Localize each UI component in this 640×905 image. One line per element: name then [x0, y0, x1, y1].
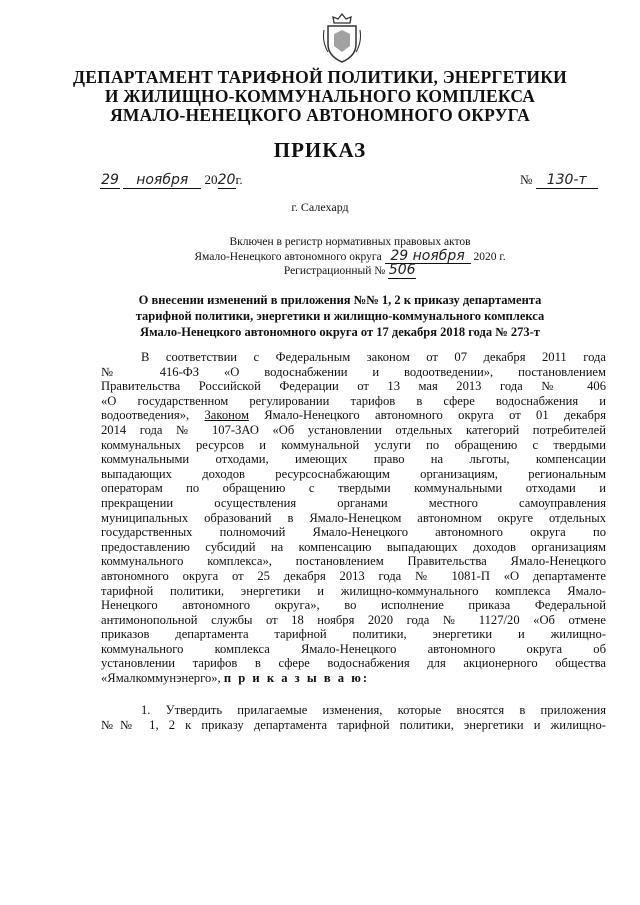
body-text: «Ямалкоммунэнерго», [101, 671, 221, 686]
order-date [100, 172, 243, 189]
body-line [101, 671, 606, 686]
body-text: водоотведения», [101, 408, 190, 423]
coat-of-arms-icon [320, 12, 364, 64]
date-month: ноября [123, 172, 201, 189]
date-day: 29 [101, 172, 119, 188]
body-line: тарифной политики, энергетики и жилищно-коммунального комплекса Ямало- [101, 583, 606, 598]
date-year-hand: 20 [217, 172, 236, 188]
body-line: В соответствии с Федеральным законом от 07 декабря 2011 года [141, 350, 606, 364]
order-verb: п р и к а з ы в а ю: [223, 671, 370, 686]
body-line: коммунальных ресурсов и коммунальной услуги по обращению с твердыми [101, 437, 606, 452]
clause-line: 1. Утвердить прилагаемые изменения, которые вносятся в приложения [141, 703, 606, 717]
body-line: антимонопольной службы от 18 ноября 2020 года № 1127/20 «Об отмене [101, 612, 606, 627]
date-suffix: г. [235, 172, 243, 187]
registration-date: 29 ноября [385, 250, 471, 265]
department-line: ЯМАЛО-НЕНЕЦКОГО АВТОНОМНОГО ОКРУГА [110, 105, 530, 125]
body-line [101, 408, 606, 423]
registration-line3 [140, 264, 560, 279]
clause-line: №№ 1, 2 к приказу департамента тарифной политики, энергетики и жилищно- [101, 717, 606, 732]
registration-year: 2020 г. [473, 250, 506, 263]
registration-line2 [140, 247, 560, 265]
body-line: установлении тарифов в сфере водоснабжения для акционерного общества [101, 656, 606, 671]
department-line: ДЕПАРТАМЕНТ ТАРИФНОЙ ПОЛИТИКИ, ЭНЕРГЕТИКИ [73, 67, 567, 87]
body-line: операторам по обращению с твердыми коммунальными отходами и [101, 481, 606, 496]
registration-line1: Включен в регистр нормативных правовых актов [229, 236, 471, 248]
body-line: государственных полномочий Ямало-Ненецкого автономного округа по [101, 525, 606, 540]
body-line: прекращении осуществления органами местного самоуправления [101, 495, 606, 510]
body-line: Правительства Российской Федерации от 13 мая 2013 года № 406 [101, 379, 606, 394]
number-value: 130-т [536, 172, 598, 189]
body-line: коммунального комплекса Ямало-Ненецкого автономного округа об [101, 641, 606, 656]
department-line: И ЖИЛИЩНО-КОММУНАЛЬНОГО КОМПЛЕКСА [104, 86, 536, 106]
body-line: коммунальными отходами, имеющих право на льготы, компенсации [101, 452, 606, 467]
body-line: коммунального комплекса», постановлением Правительства Ямало-Ненецкого [101, 554, 606, 569]
order-subject [80, 292, 600, 340]
order-number [520, 172, 598, 189]
body-line: Ненецкого автономного округа», во исполнение приказа Федеральной [101, 598, 606, 613]
body-line: автономного округа от 25 декабря 2013 года № 1081-П «О департаменте [101, 568, 606, 583]
document-type-title: ПРИКАЗ [273, 138, 367, 162]
city: г. Салехард [291, 200, 349, 214]
subject-line: тарифной политики, энергетики и жилищно-коммунального комплекса [135, 309, 545, 323]
law-link[interactable]: Законом [204, 408, 249, 423]
preamble-paragraph [101, 350, 606, 686]
registration-number: 506 [388, 262, 416, 278]
subject-line: О внесении изменений в приложения №№ 1, 2 к приказу департамента [138, 293, 542, 307]
registration-stamp [140, 236, 560, 279]
body-line: приказов департамента тарифной политики, энергетики и жилищно- [101, 627, 606, 642]
number-prefix: № [520, 172, 533, 187]
body-line: 2014 года № 107-ЗАО «Об установлении отдельных категорий потребителей [101, 422, 606, 437]
subject-line: Ямало-Ненецкого автономного округа от 17 декабря 2018 года № 273-т [140, 325, 540, 339]
body-line: № 416-ФЗ «О водоснабжении и водоотведении», постановлением [101, 364, 606, 379]
body-line: муниципальных образований в Ямало-Ненецком автономном округе отдельных [101, 510, 606, 525]
body-line: предоставлению субсидий на компенсацию выпадающих доходов организациям [101, 539, 606, 554]
body-line: выпадающих доходов ресурсоснабжающим организациям, региональным [101, 466, 606, 481]
registration-number-label: Регистрационный № [283, 265, 386, 277]
department-name [60, 68, 580, 125]
body-line: «О государственном регулировании тарифов в сфере водоснабжения и [101, 393, 606, 408]
body-text: Ямало-Ненецкого автономного округа от 01 декабря [264, 408, 606, 423]
date-year-prefix: 20 [204, 172, 218, 187]
clause-1 [101, 703, 606, 732]
registration-region: Ямало-Ненецкого автономного округа [194, 250, 382, 263]
